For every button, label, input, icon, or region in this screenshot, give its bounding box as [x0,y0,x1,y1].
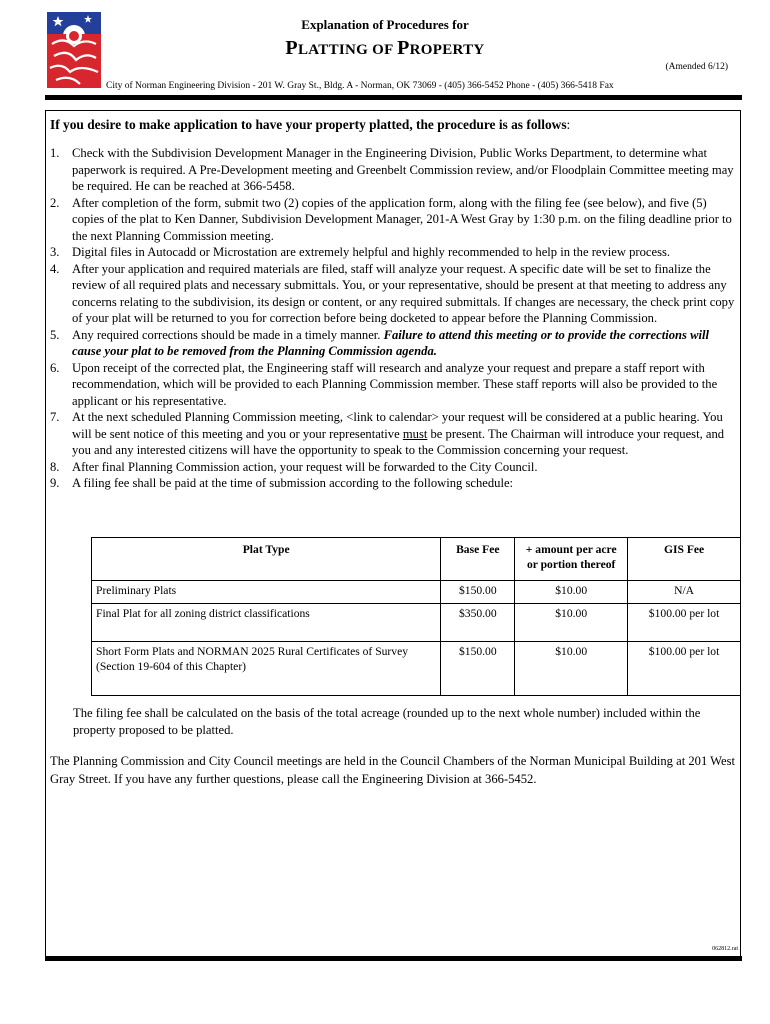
procedure-step: 9. A filing fee shall be paid at the time of submission according to the following schedule: [50,476,514,490]
procedure-step: 4. After your application and required materials are filed, staff will analyze your request. A specific date will be set to finalize the review of all required plats and necessary submittals. You, or your representative, should be present at that meeting to address any concerns relating to the subdivision, its design or content, or any required submittals. If changes are necessary, the check print copy of your plat will be returned to you for correction before being docketed to appear before the Planning Commission. [50,261,735,325]
table-header-row [92,538,741,581]
column-header: GIS Fee [628,538,741,581]
table-cell: Final Plat for all zoning district classifications [92,604,441,642]
procedure-step: 2. After completion of the form, submit two (2) copies of the application form, along with the filing fee (see below), and five (5) copies of the plat to Ken Danner, Subdivision Development Manager, 201-A West Gray by 1:30 p.m. on the filing deadline prior to the next Planning Commission meeting. [50,195,732,243]
footer-rule [45,956,742,961]
procedure-step: 3. Digital files in Autocadd or Microstation are extremely helpful and highly recommended to help in the review process. [50,245,671,259]
procedure-steps [50,145,740,492]
filing-fee-table [91,537,741,696]
table-cell: N/A [628,581,741,604]
table-cell: $10.00 [515,581,628,604]
procedure-step: 5. Any required corrections should be made in a timely manner. Failure to attend this meeting or to provide the corrections will cause your plat to be removed from the Planning Commission agenda. [50,327,709,358]
document-subtitle: Explanation of Procedures for [301,17,469,32]
table-cell: $150.00 [441,581,515,604]
table-cell: $350.00 [441,604,515,642]
meeting-location-note: The Planning Commission and City Council meetings are held in the Council Chambers of the Norman Municipal Building at 201 West Gray Street. If you have any further questions, please call the Engineering Division at 366-5452. [50,754,736,786]
intro-statement: If you desire to make application to have your property platted, the procedure is as follows: [50,117,571,132]
procedure-step: 8. After final Planning Commission action, your request will be forwarded to the City Council. [50,459,538,474]
agenda-warning: Failure to attend this meeting or to provide the corrections will cause your plat to be removed from the Planning Commission agenda. [72,327,709,358]
table-cell: $10.00 [515,604,628,642]
table-cell: $10.00 [515,642,628,696]
table-cell: $100.00 per lot [628,604,741,642]
amended-date: (Amended 6/12) [665,62,728,72]
procedure-step: 7. At the next scheduled Planning Commission meeting, <link to calendar> your request will be considered at a public hearing. You will be sent notice of this meeting and you or your representative must be present. The Chairman will introduce your request, and you and any interested citizens will have the opportunity to speak to the Commission concerning your request. [50,410,725,457]
table-cell: $100.00 per lot [628,642,741,696]
document-code: 062812.rat [712,946,738,952]
table-cell: $150.00 [441,642,515,696]
table-cell: Preliminary Plats [92,581,441,604]
procedure-step: 6. Upon receipt of the corrected plat, the Engineering staff will research and analyze your request and prepare a staff report with recommendation, which will be provided to each Planning Commission member. These staff reports will also be provided to the applicant or his representative. [50,360,718,408]
table-row [92,581,741,604]
office-address: City of Norman Engineering Division - 201 W. Gray St., Bldg. A - Norman, OK 73069 - (405) 366-5452 Phone - (405) 366-5418 Fax [106,81,614,91]
header-rule [45,95,742,100]
table-row [92,642,741,696]
table-cell: Short Form Plats and NORMAN 2025 Rural Certificates of Survey (Section 19-604 of this Chapter) [92,642,441,696]
procedure-step: 1. Check with the Subdivision Development Manager in the Engineering Division, Public Works Department, to determine what paperwork is required. A Pre-Development meeting and Greenbelt Commission review, and/or Floodplain Committee meeting may be required. He can be reached at 366-5458. [50,146,734,193]
column-header: Base Fee [441,538,515,581]
column-header: + amount per acre or portion thereof [515,538,628,581]
document-title: PLATTING OF PROPERTY [285,37,485,59]
filing-fee-note: The filing fee shall be calculated on the basis of the total acreage (rounded up to the next whole number) included within the property proposed to be platted. [73,706,701,737]
table-row [92,604,741,642]
column-header: Plat Type [92,538,441,581]
